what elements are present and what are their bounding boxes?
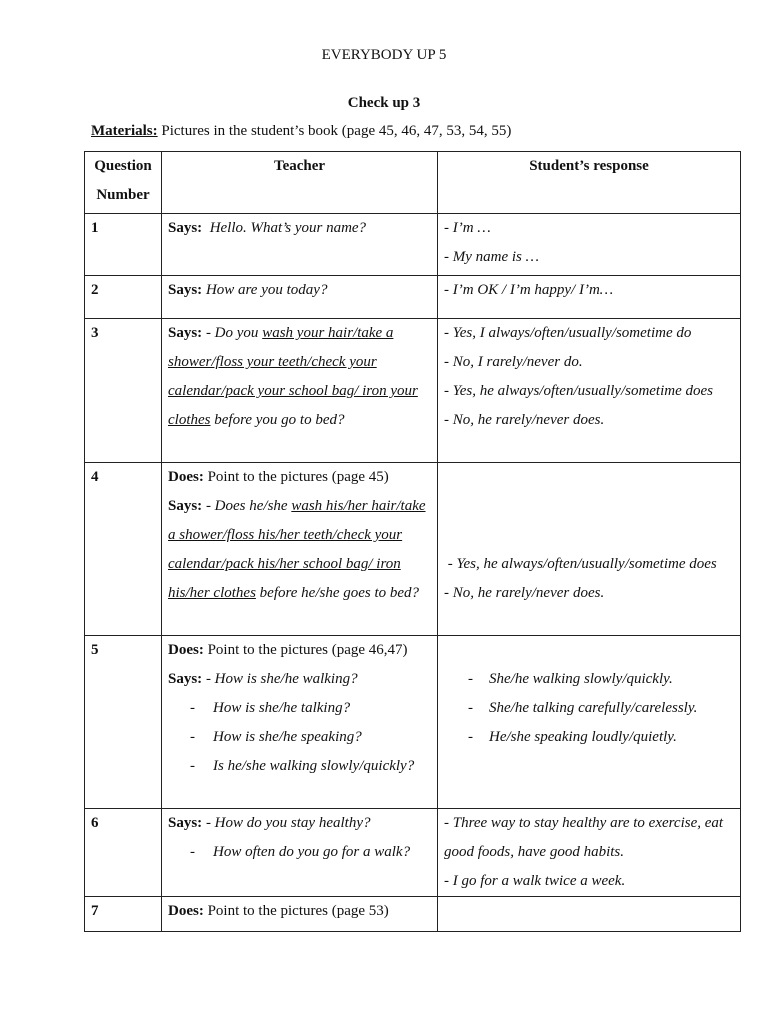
says-text-end: before you go to bed? bbox=[210, 412, 345, 428]
does-text: Point to the pictures (page 53) bbox=[203, 903, 389, 919]
says-text: - How do you stay healthy? bbox=[202, 815, 371, 831]
teacher-cell bbox=[162, 809, 438, 897]
document-subtitle: Check up 3 bbox=[347, 95, 421, 111]
question-number: 6 bbox=[85, 809, 162, 897]
question-number: 3 bbox=[85, 319, 162, 463]
response-item: - She/he talking carefully/carelessly. bbox=[444, 694, 734, 723]
response-line: - Yes, I always/often/usually/sometime do bbox=[444, 325, 692, 341]
says-text-end: before he/she goes to bed? bbox=[255, 585, 420, 601]
response-cell bbox=[438, 636, 741, 809]
response-cell bbox=[438, 214, 741, 276]
materials-text: Pictures in the student’s book (page 45, 46, 47, 53, 54, 55) bbox=[157, 123, 512, 139]
response-line: - I’m OK / I’m happy/ I’m… bbox=[444, 282, 614, 298]
table-row bbox=[85, 636, 741, 809]
says-underlined-text: wash your hair/take a shower/floss your teeth/check your calendar/pack your school bag/ iron your clothes bbox=[168, 325, 418, 428]
question-number: 2 bbox=[85, 276, 162, 319]
says-label: Says: bbox=[168, 325, 203, 341]
header-question-number: Question Number bbox=[85, 152, 162, 214]
header-student-response: Student’s response bbox=[438, 152, 741, 214]
table-row bbox=[85, 214, 741, 276]
does-label: Does: bbox=[168, 903, 204, 919]
says-text: How are you today? bbox=[202, 282, 328, 298]
teacher-cell bbox=[162, 214, 438, 276]
teacher-question-item: - How often do you go for a walk? bbox=[168, 838, 431, 867]
document-title: EVERYBODY UP 5 bbox=[321, 47, 447, 63]
response-cell bbox=[438, 463, 741, 636]
table-row bbox=[85, 809, 741, 897]
does-text: Point to the pictures (page 46,47) bbox=[203, 642, 408, 658]
response-line: - No, he rarely/never does. bbox=[444, 412, 605, 428]
table-row bbox=[85, 897, 741, 932]
response-line: - I’m … bbox=[444, 220, 491, 236]
says-label: Says: bbox=[168, 220, 203, 236]
response-line: - Yes, he always/often/usually/sometime does bbox=[444, 556, 717, 572]
teacher-cell bbox=[162, 636, 438, 809]
teacher-cell bbox=[162, 897, 438, 932]
does-label: Does: bbox=[168, 469, 204, 485]
says-label: Says: bbox=[168, 671, 203, 687]
teacher-cell bbox=[162, 463, 438, 636]
says-text: - How is she/he walking? bbox=[202, 671, 358, 687]
response-line: - No, I rarely/never do. bbox=[444, 354, 583, 370]
materials-label: Materials: bbox=[91, 123, 158, 139]
response-cell bbox=[438, 809, 741, 897]
response-cell bbox=[438, 276, 741, 319]
question-number: 5 bbox=[85, 636, 162, 809]
response-line: - No, he rarely/never does. bbox=[444, 585, 605, 601]
response-item: - She/he walking slowly/quickly. bbox=[444, 665, 734, 694]
header-row bbox=[85, 152, 741, 214]
response-line: - Yes, he always/often/usually/sometime does bbox=[444, 383, 714, 399]
response-line: - I go for a walk twice a week. bbox=[444, 873, 626, 889]
checkup-table bbox=[84, 151, 741, 932]
response-cell bbox=[438, 897, 741, 932]
table-row bbox=[85, 276, 741, 319]
says-text: - Does he/she bbox=[202, 498, 292, 514]
teacher-question-item: - How is she/he talking? bbox=[168, 694, 431, 723]
response-cell bbox=[438, 319, 741, 463]
table-row bbox=[85, 319, 741, 463]
response-line: - Three way to stay healthy are to exercise, eat good foods, have good habits. bbox=[444, 815, 724, 860]
says-label: Says: bbox=[168, 282, 203, 298]
teacher-cell bbox=[162, 319, 438, 463]
question-number: 7 bbox=[85, 897, 162, 932]
question-number: 4 bbox=[85, 463, 162, 636]
says-label: Says: bbox=[168, 498, 203, 514]
teacher-question-item: - Is he/she walking slowly/quickly? bbox=[168, 752, 431, 781]
teacher-question-item: - How is she/he speaking? bbox=[168, 723, 431, 752]
header-teacher: Teacher bbox=[162, 152, 438, 214]
response-item: - He/she speaking loudly/quietly. bbox=[444, 723, 734, 752]
table-row bbox=[85, 463, 741, 636]
materials-line bbox=[91, 123, 511, 140]
says-underlined-text: wash his/her hair/take a shower/floss his/her teeth/check your calendar/pack his/her school bag/ iron his/her clothes bbox=[168, 498, 426, 601]
says-label: Says: bbox=[168, 815, 203, 831]
says-text: - Do you bbox=[202, 325, 263, 341]
teacher-cell bbox=[162, 276, 438, 319]
question-number: 1 bbox=[85, 214, 162, 276]
does-label: Does: bbox=[168, 642, 204, 658]
says-text: Hello. What’s your name? bbox=[202, 220, 367, 236]
does-text: Point to the pictures (page 45) bbox=[203, 469, 389, 485]
response-line: - My name is … bbox=[444, 249, 539, 265]
